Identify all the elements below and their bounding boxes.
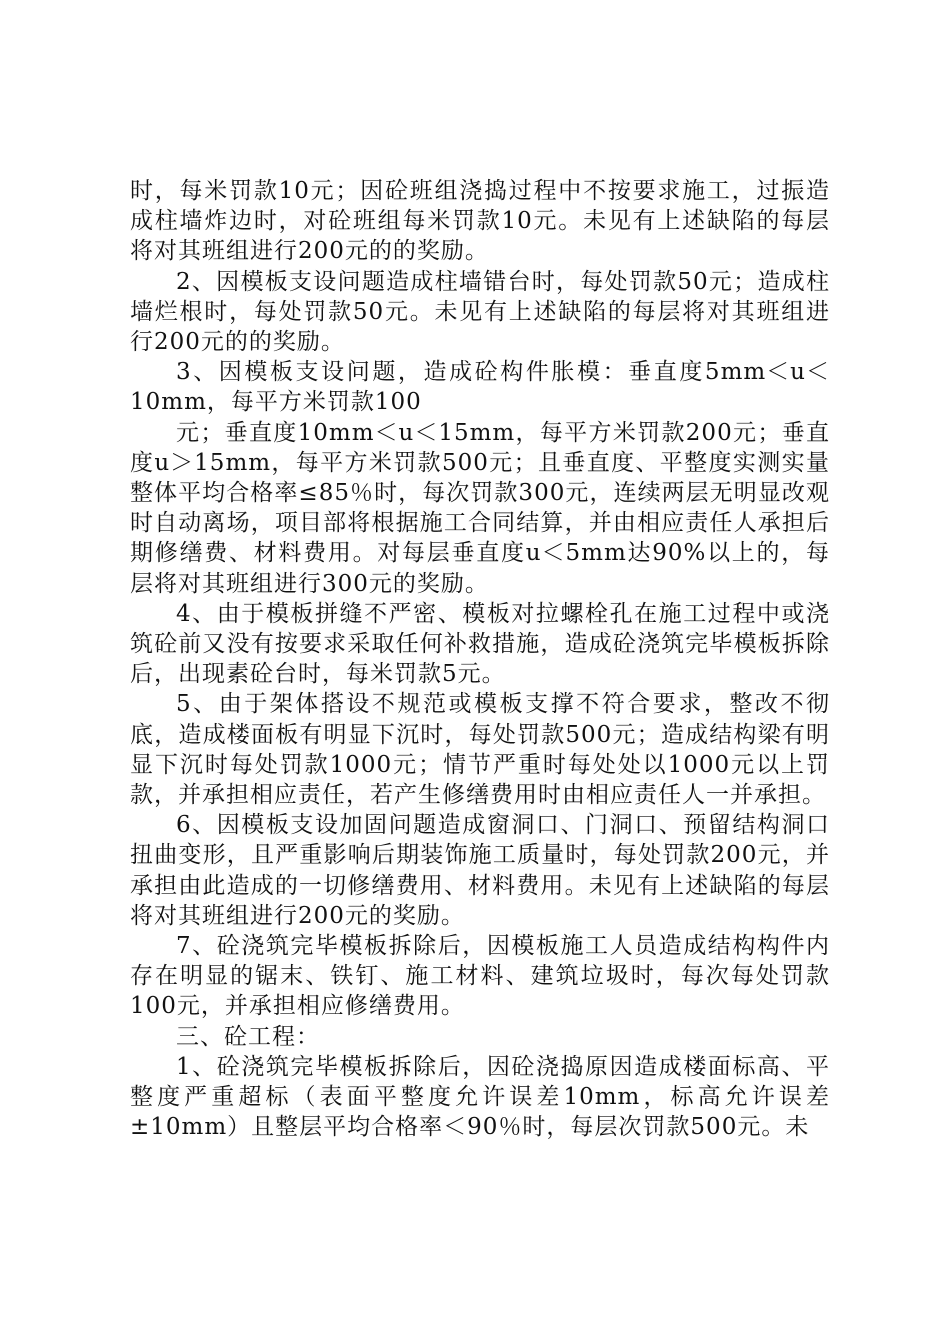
paragraph-item-7: 7、砼浇筑完毕模板拆除后，因模板施工人员造成结构构件内存在明显的锯末、铁钉、施工材料、建筑垃圾时，每次每处罚款100元，并承担相应修缮费用。 [130, 933, 830, 1020]
paragraph-concrete-item-1: 1、砼浇筑完毕模板拆除后，因砼浇捣原因造成楼面标高、平整度严重超标（表面平整度允许误差10mm，标高允许误差±10mm）且整层平均合格率＜90％时，每层次罚款500元。未 [130, 1053, 830, 1141]
paragraph-item-5: 5、由于架体搭设不规范或模板支撑不符合要求，整改不彻底，造成楼面板有明显下沉时，每处罚款500元；造成结构梁有明显下沉时每处罚款1000元；情节严重时每处处以1000元以上罚款，并承担相应责任，若产生修缮费用时由相应责任人一并承担。 [130, 691, 830, 809]
document-body [130, 176, 830, 1143]
paragraph-item-6: 6、因模板支设加固问题造成窗洞口、门洞口、预留结构洞口扭曲变形，且严重影响后期装饰施工质量时，每处罚款200元，并承担由此造成的一切修缮费用、材料费用。未见有上述缺陷的每层将对其班组进行200元的奖励。 [130, 812, 830, 929]
paragraph-item-3-continued: 元；垂直度10mm＜u＜15mm，每平方米罚款200元；垂直度u＞15mm，每平方米罚款500元；且垂直度、平整度实测实量整体平均合格率≤85％时，每次罚款300元，连续两层无明显改观时自动离场，项目部将根据施工合同结算，并由相应责任人承担后期修缮费、材料费用。对每层垂直度u＜5mm达90%以上的，每层将对其班组进行300元的奖励。 [130, 419, 830, 597]
section-heading-concrete: 三、砼工程： [176, 1023, 320, 1050]
paragraph-item-3: 3、因模板支设问题，造成砼构件胀模：垂直度5mm＜u＜10mm，每平方米罚款100 [130, 359, 830, 416]
paragraph-item-4: 4、由于模板拼缝不严密、模板对拉螺栓孔在施工过程中或浇筑砼前又没有按要求采取任何补救措施，造成砼浇筑完毕模板拆除后，出现素砼台时，每米罚款5元。 [130, 600, 830, 688]
paragraph-item-2: 2、因模板支设问题造成柱墙错台时，每处罚款50元；造成柱墙烂根时，每处罚款50元。未见有上述缺陷的每层将对其班组进行200元的的奖励。 [130, 268, 830, 356]
paragraph-continuation: 时，每米罚款10元；因砼班组浇捣过程中不按要求施工，过振造成柱墙炸边时，对砼班组每米罚款10元。未见有上述缺陷的每层将对其班组进行200元的的奖励。 [130, 178, 830, 265]
